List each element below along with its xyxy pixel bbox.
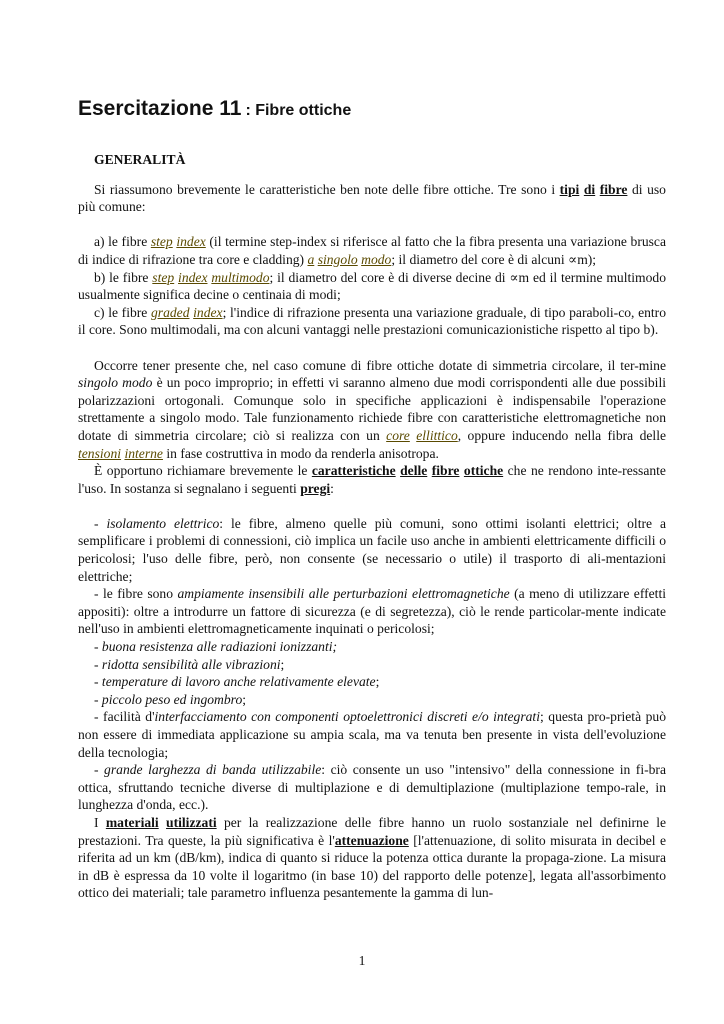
text: : ciò consente un uso "intensivo" della connessione in fi-bra ottica, sfruttando tecniche diverse di multiplazione e di demultiplazione (multiplazione tempo-rale, in lunghezza d'onda, ecc.). [78,762,666,813]
text: per la realizzazione delle fibre hanno un ruolo sostanziale nel definirne le prestazioni. Tra queste, la più significativa è l' [78,814,667,848]
list-item [78,585,666,638]
text: : le fibre, almeno quelle più comuni, sono ottimi isolanti elettrici; oltre a semplificare i problemi di connessioni, ciò implica un facile uso anche in ambienti elettricamente difficili o pericolosi; l'uso delle fibre, però, non consente (se necessario o utile) il trasporto di ali-mentazioni elettriche; [78,515,666,584]
text: I [94,814,106,830]
keyword: tensioni [78,445,122,461]
text: in fase costruttiva in modo da renderla anisotropa. [162,445,439,461]
keyword: a [307,251,315,267]
keyword: utilizzati [166,814,217,830]
page-title [78,92,666,125]
keyword: graded [150,304,190,320]
emphasis: isolamento elettrico [106,515,220,531]
keyword: ottiche [463,463,504,479]
paragraph-type-c [78,304,666,339]
keyword: tipi [559,181,580,197]
keyword: fibre [431,463,460,479]
paragraph-type-b [78,269,666,304]
text: che ne rendono inte-ressante l'uso. In sostanza si segnalano i seguenti [78,463,666,496]
page-number: 1 [358,953,366,968]
keyword: multimodo [211,269,270,285]
list-item: - buona resistenza alle radiazioni ionizzanti; [94,639,338,655]
keyword: di [583,181,596,197]
paragraph-polarization [78,357,666,463]
text: - facilità d' [94,709,155,725]
text: Occorre tener presente che, nel caso comune di fibre ottiche dotate di simmetria circolare, il ter-mine [94,357,666,373]
text: è un poco improprio; in effetti vi saranno almeno due modi corrispondenti alle due possibili polarizzazioni ortogonali. Comunque solo in specifiche applicazioni è indispensabile l'operazione strettamente a singolo modo. Tale funzionamento richiede fibre con caratteristiche elettromagnetiche non dotate di simmetria circolare; ciò si realizza con un [78,375,667,443]
emphasis: interfacciamento con componenti optoelettronici discreti e/o integrati [154,709,540,725]
text: b) le fibre [94,269,153,285]
paragraph-advantages [78,462,666,497]
text: ; l'indice di rifrazione presenta una variazione graduale, di tipo paraboli-co, entro il core. Sono multimodali, ma con alcuni vantaggi nelle prestazioni comunicazionistiche rispetto al tipo b). [78,304,666,338]
emphasis: - grande larghezza di banda utilizzabile [94,762,322,778]
keyword: ellittico [416,427,458,443]
text: ; [375,674,380,690]
text: ; [280,656,285,672]
emphasis: - piccolo peso ed ingombro [94,691,243,707]
text: : [330,480,334,496]
text: - [94,515,107,531]
text: ; questa pro-prietà può non essere di immediata applicazione su ampia scala, ma va tenuta ben presente in vista dell'evoluzione della tecnologia; [78,709,666,760]
keyword: interne [124,445,163,461]
text: , oppure inducendo nella fibra delle [457,427,667,443]
text: a) le fibre [94,234,151,250]
keyword: delle [400,463,428,479]
paragraph-materials [78,814,666,902]
emphasis: - ridotta sensibilità alle vibrazioni [94,656,281,672]
list-item [78,761,666,814]
text: Si riassumono brevemente le caratteristiche ben note delle fibre ottiche. Tre sono i [94,181,560,197]
text: di uso più comune: [78,181,666,215]
title-sub: : Fibre ottiche [245,102,352,119]
title-main: Esercitazione 11 [78,97,242,120]
page-content [78,92,666,902]
keyword: index [193,304,223,320]
emphasis: singolo modo [78,375,153,391]
paragraph-intro [78,181,666,216]
text: - le fibre sono [94,586,178,602]
keyword: pregi [300,480,331,496]
text: (il termine step-index si riferisce al fatto che la fibra presenta una variazione brusca di indice di rifrazione tra core e cladding) [78,234,667,267]
keyword: attenuazione [334,832,409,848]
list-item [78,691,666,709]
keyword: singolo [317,251,358,267]
list-item [78,515,666,585]
list-item [78,708,666,761]
text: ; [242,691,247,707]
section-heading: GENERALITÀ [94,152,186,167]
emphasis: ampiamente insensibili alle perturbazioni elettromagnetiche [177,586,510,602]
text: È opportuno richiamare brevemente le [94,463,312,479]
keyword: step [150,234,173,250]
keyword: caratteristiche [311,463,396,479]
emphasis: - temperature di lavoro anche relativamente elevate [94,674,376,690]
text: ; il diametro del core è di diverse decine di ∝m ed il termine multimodo usualmente significa decine o centinaia di modi; [78,269,667,303]
keyword: index [178,269,208,285]
list-item [78,673,666,691]
list-item [78,656,666,674]
keyword: modo [361,251,392,267]
text: (a meno di utilizzare effetti appositi): oltre a introdurre un fattore di sicurezza (e di segretezza), ciò le rende particolar-mente indicate nell'uso in ambienti elettromagneticamente inquinati o pericolosi; [78,586,667,637]
text: [l'attenuazione, di solito misurata in decibel e riferita ad un km (dB/km), indica di quanto si riduce la potenza ottica durante la propaga-zione. La misura in dB è espressa da 10 volte il logaritmo (in base 10) del rapporto delle potenze], legata all'assorbimento ottico dei materiali; tale parametro influenza pesantemente la gamma di lun- [78,832,666,901]
paragraph-type-a [78,233,666,268]
text: c) le fibre [94,304,151,320]
keyword: index [176,234,206,250]
keyword: step [152,269,175,285]
keyword: core [386,427,410,443]
keyword: materiali [105,814,159,830]
text: ; il diametro del core è di alcuni ∝m); [391,251,597,267]
keyword: fibre [599,181,628,197]
